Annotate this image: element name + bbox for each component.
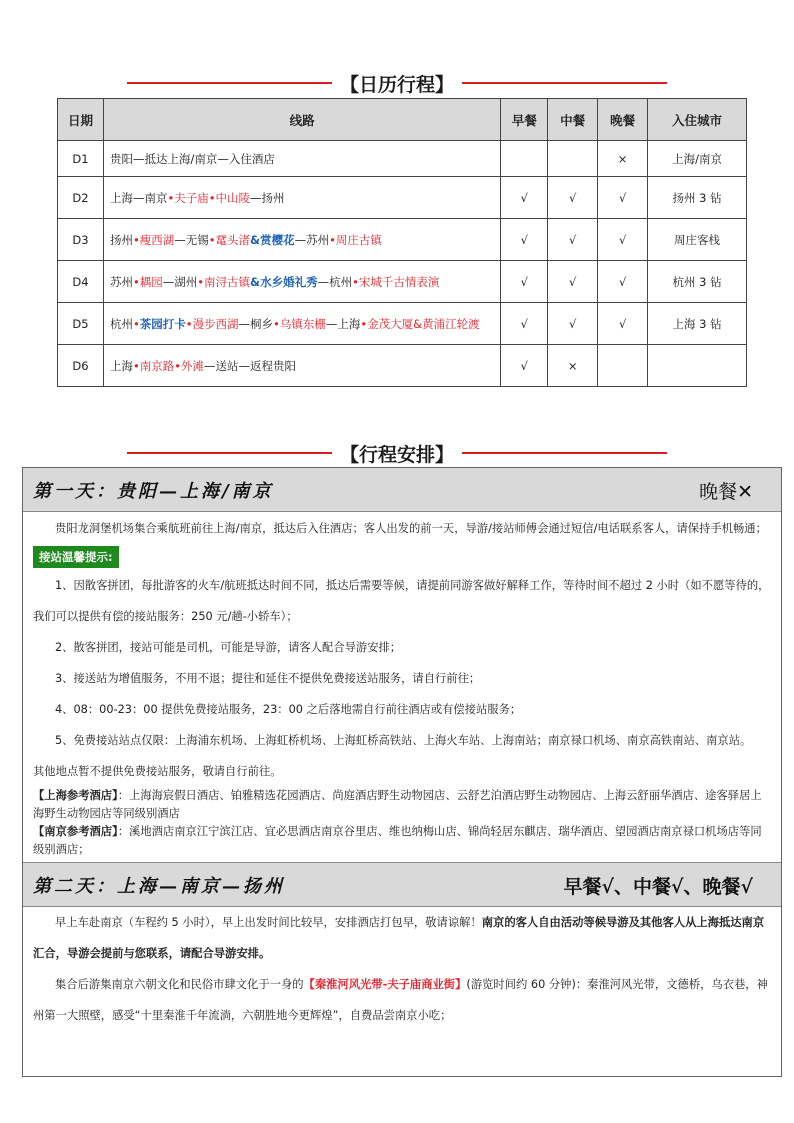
route-cell xyxy=(103,261,500,303)
calendar-section-title xyxy=(0,68,794,98)
route-segment: —桐乡 xyxy=(238,316,274,331)
table-row xyxy=(58,303,747,345)
route-segment: 上海 xyxy=(109,358,133,373)
table-row xyxy=(58,219,747,261)
route-segment: • xyxy=(132,316,140,331)
route-segment: —上海 xyxy=(325,316,361,331)
dinner-cell: √ xyxy=(598,219,648,261)
day-cell: D4 xyxy=(58,261,104,303)
breakfast-cell: √ xyxy=(501,303,548,345)
tip-item: 4、08：00-23：00 提供免费接站服务，23：00 之后落地需自行前往酒店或有偿接站服务； xyxy=(55,703,522,716)
table-header-row xyxy=(58,99,747,141)
route-segment: •乌镇东栅 xyxy=(273,316,326,331)
day-cell: D3 xyxy=(58,219,104,261)
table-row xyxy=(58,141,747,177)
calendar-title: 【日历行程】 xyxy=(339,73,454,96)
header-dinner: 晚餐 xyxy=(598,99,648,141)
header-route: 线路 xyxy=(103,99,500,141)
shanghai-hotels-text: ：上海海宸假日酒店、铂雅精选花园酒店、尚庭酒店野生动物园店、云舒艺泊酒店野生动物园店、上海云舒丽华酒店、途客驿居上海野生动物园店等同级别酒店 xyxy=(33,789,762,820)
route-segment: •夫子庙•中山陵 xyxy=(167,190,251,205)
route-segment: —苏州 xyxy=(294,232,330,247)
day2-header xyxy=(23,862,781,907)
header-breakfast: 早餐 xyxy=(501,99,548,141)
title-divider-right xyxy=(462,82,667,84)
route-cell xyxy=(103,177,500,219)
day2-meals: 早餐√、中餐√、晚餐√ xyxy=(563,876,753,898)
dinner-cell xyxy=(598,345,648,387)
nanjing-hotels-text: ：溪地酒店南京江宁滨江店、宜必思酒店南京谷里店、维也纳梅山店、锦尚轻居东麒店、瑞华酒店、望园酒店南京禄口机场店等同级别酒店； xyxy=(33,825,762,856)
lunch-cell: √ xyxy=(548,177,598,219)
route-segment: 贵阳—抵达上海/南京—入住酒店 xyxy=(109,151,275,166)
table-row xyxy=(58,345,747,387)
breakfast-cell xyxy=(501,141,548,177)
day2-p1-text: 早上车赴南京（车程约 5 小时），早上出发时间比较早，安排酒店打包早，敬请谅解！ xyxy=(55,916,482,929)
breakfast-cell: √ xyxy=(501,177,548,219)
hotel-city-cell xyxy=(648,345,747,387)
qinhuai-attraction: 【秦淮河风光带-夫子庙商业街】 xyxy=(303,978,467,991)
lunch-cell: √ xyxy=(548,261,598,303)
route-segment: •南京路•外滩 xyxy=(132,358,205,373)
dinner-cell: √ xyxy=(598,261,648,303)
dinner-cell: √ xyxy=(598,177,648,219)
lunch-cell: × xyxy=(548,345,598,387)
route-segment: 苏州 xyxy=(109,274,133,289)
day-cell: D1 xyxy=(58,141,104,177)
tip-item: 1、因散客拼团，每批游客的火车/航班抵达时间不同，抵达后需要等候，请提前同游客做好解释工作，等待时间不超过 2 小时（如不愿等待的，我们可以提供有偿的接站服务：250 元/趟-小轿车）； xyxy=(33,579,770,623)
route-segment: 扬州 xyxy=(109,232,133,247)
route-segment: •南浔古镇 xyxy=(197,274,251,289)
day2-p2-detail: (游览时间约 60 分钟)：秦淮河风光带，文德桥，乌衣巷，神州第一大照壁，感受“十里秦淮千年流淌，六朝胜地今更辉煌”，自费品尝南京小吃； xyxy=(33,978,768,1022)
route-segment: 杭州 xyxy=(109,316,133,331)
nanjing-hotels xyxy=(23,823,781,859)
route-segment: —杭州 xyxy=(317,274,353,289)
tip-item: 3、接送站为增值服务，不用不退；提往和延住不提供免费接送站服务，请自行前往； xyxy=(55,672,481,685)
day1-intro: 贵阳龙洞堡机场集合乘航班前往上海/南京，抵达后入住酒店；客人出发的前一天，导游/接站师傅会通过短信/电话联系客人，请保持手机畅通； xyxy=(55,522,767,535)
route-segment: 上海—南京 xyxy=(109,190,168,205)
schedule-section-title xyxy=(0,438,794,468)
pickup-tip-badge: 接站温馨提示: xyxy=(33,546,119,568)
day1-header xyxy=(23,468,781,512)
schedule-title: 【行程安排】 xyxy=(339,443,454,466)
route-cell xyxy=(103,141,500,177)
route-segment: &水乡婚礼秀 xyxy=(250,274,318,289)
dinner-cell: × xyxy=(598,141,648,177)
day2-p1-bold: 南京的客人自由活动等候导游及其他客人从上海抵达南京汇合，导游会提前与您联系，请配合导游安排。 xyxy=(33,916,765,960)
route-segment: •金茂大厦&黄浦江轮渡 xyxy=(360,316,480,331)
route-cell xyxy=(103,345,500,387)
header-lunch: 中餐 xyxy=(548,99,598,141)
route-segment: —湖州 xyxy=(162,274,198,289)
route-segment: —无锡 xyxy=(174,232,209,247)
breakfast-cell: √ xyxy=(501,261,548,303)
route-segment: •瘦西湖 xyxy=(132,232,175,247)
table-row xyxy=(58,177,747,219)
hotel-city-cell: 上海/南京 xyxy=(648,141,747,177)
shanghai-hotels-label: 【上海参考酒店】 xyxy=(33,789,118,802)
hotel-city-cell: 周庄客栈 xyxy=(648,219,747,261)
header-hotel-city: 入住城市 xyxy=(648,99,747,141)
day2-title: 第二天：上海—南京—扬州 xyxy=(33,876,285,897)
tip-item: 2、散客拼团，接站可能是司机，可能是导游，请客人配合导游安排； xyxy=(55,641,402,654)
breakfast-cell: √ xyxy=(501,345,548,387)
lunch-cell: √ xyxy=(548,219,598,261)
route-segment: —送站—返程贵阳 xyxy=(204,358,297,373)
route-segment: •耦园 xyxy=(132,274,163,289)
route-segment: —扬州 xyxy=(250,190,285,205)
route-segment: &赏樱花 xyxy=(250,232,295,247)
day2-paragraph-1 xyxy=(23,907,781,969)
schedule-box xyxy=(22,467,782,1077)
day-cell: D2 xyxy=(58,177,104,219)
lunch-cell xyxy=(548,141,598,177)
title-divider-left xyxy=(127,82,332,84)
route-segment: 茶园打卡 xyxy=(139,316,186,331)
tip-item: 5、免费接站站点仅限：上海浦东机场、上海虹桥机场、上海虹桥高铁站、上海火车站、上海南站；南京禄口机场、南京高铁南站、南京站。 xyxy=(55,734,752,747)
dinner-cell: √ xyxy=(598,303,648,345)
table-row xyxy=(58,261,747,303)
day1-title: 第一天：贵阳—上海/南京 xyxy=(33,481,274,502)
day-cell: D5 xyxy=(58,303,104,345)
hotel-city-cell: 杭州 3 钻 xyxy=(648,261,747,303)
title-divider-left xyxy=(127,452,332,454)
breakfast-cell: √ xyxy=(501,219,548,261)
tip-extra: 其他地点暂不提供免费接站服务，敬请自行前往。 xyxy=(33,765,282,778)
title-divider-right xyxy=(462,452,667,454)
header-date: 日期 xyxy=(58,99,104,141)
nanjing-hotels-label: 【南京参考酒店】 xyxy=(33,825,118,838)
day2-p2-text: 集合后游集南京六朝文化和民俗市肆文化于一身的 xyxy=(55,978,304,991)
hotel-city-cell: 扬州 3 钻 xyxy=(648,177,747,219)
day2-paragraph-2 xyxy=(23,969,781,1031)
route-segment: •宋城千古情表演 xyxy=(352,274,440,289)
route-segment: •周庄古镇 xyxy=(329,232,382,247)
day1-meals: 晚餐✕ xyxy=(699,481,753,503)
shanghai-hotels xyxy=(23,787,781,823)
route-cell xyxy=(103,303,500,345)
itinerary-calendar-table xyxy=(57,98,747,387)
route-segment: •漫步西湖 xyxy=(185,316,239,331)
route-segment: •鼋头渚 xyxy=(208,232,251,247)
hotel-city-cell: 上海 3 钻 xyxy=(648,303,747,345)
day-cell: D6 xyxy=(58,345,104,387)
route-cell xyxy=(103,219,500,261)
lunch-cell: √ xyxy=(548,303,598,345)
